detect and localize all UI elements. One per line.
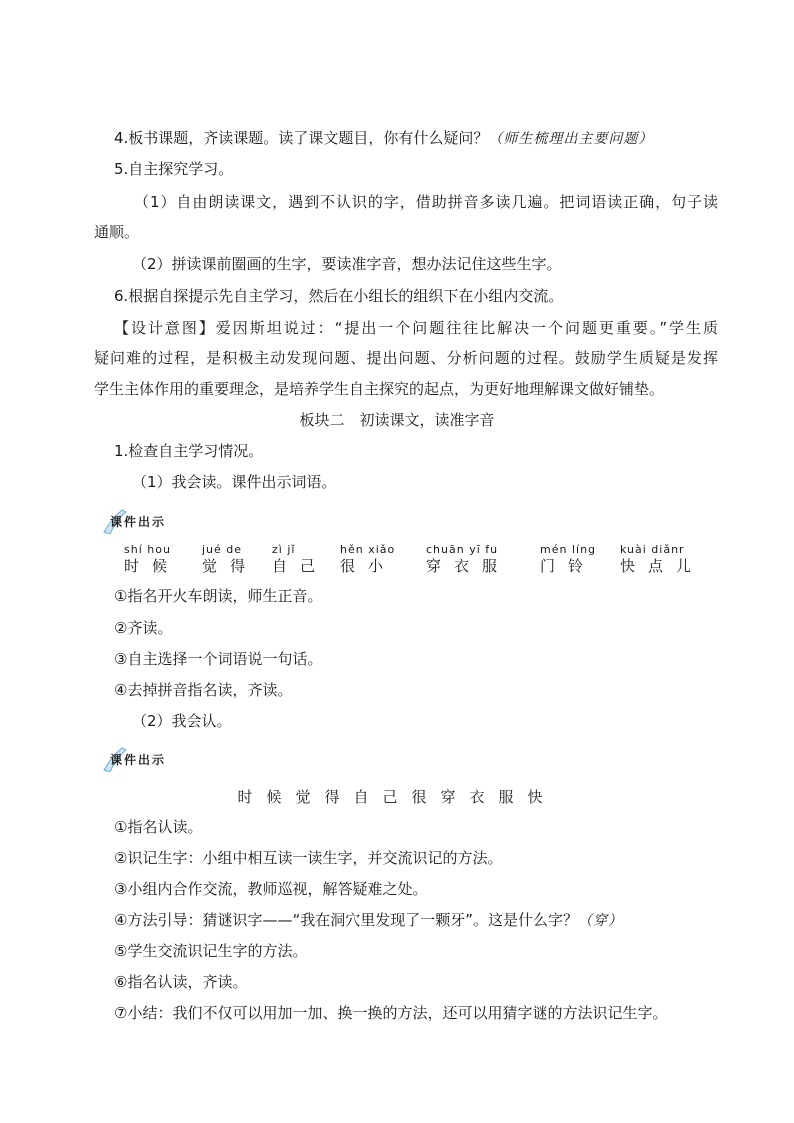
word-2: [202, 543, 258, 575]
word-hanzi: 穿衣服: [426, 557, 511, 575]
word-pinyin: zì jǐ: [272, 543, 296, 556]
step-3: ③自主选择一个词语说一句话。: [114, 650, 323, 668]
word-7: [620, 543, 704, 575]
word-hanzi: 快点儿: [620, 557, 705, 575]
design-intent-line2: 疑问难的过程，是积极主动发现问题、提出问题、分析问题的过程。鼓励学生质疑是发挥: [94, 349, 718, 367]
paragraph-5-1-line1: （1）自由朗读课文，遇到不认识的字，借助拼音多读几遍。把词语读正确，句子读: [134, 193, 718, 211]
paragraph-5-2: （2）拼读课前圈画的生字，要读准字音，想办法记住这些生字。: [132, 255, 562, 273]
pinyin-word-list: [120, 543, 720, 579]
recognize-step-1: ①指名认读。: [114, 818, 203, 836]
paragraph-4: [114, 128, 734, 149]
section-heading: 板块二 初读课文，读准字音: [299, 411, 495, 429]
paragraph-6: 6.根据自探提示先自主学习，然后在小组长的组织下在小组内交流。: [114, 287, 564, 305]
courseware-tag-2: [100, 746, 200, 772]
recognize-step-7: ⑦小结：我们不仅可以用加一加、换一换的方法，还可以用猜字谜的方法识记生字。: [114, 1004, 668, 1022]
recognize-step-4: [114, 910, 734, 931]
courseware-tag-label: 课件出示: [110, 515, 167, 529]
courseware-tag-1: [100, 508, 200, 534]
word-hanzi: 时候: [124, 557, 181, 575]
word-pinyin: jué de: [202, 543, 243, 556]
word-hanzi: 觉得: [202, 557, 259, 575]
recognize-step-2: ②识记生字：小组中相互读一读生字，并交流识记的方法。: [114, 849, 503, 867]
word-pinyin: mén líng: [540, 543, 597, 556]
handwritten-answer: （穿）: [578, 913, 623, 929]
courseware-tag-label: 课件出示: [110, 753, 167, 767]
word-1: [124, 543, 180, 575]
word-4: [340, 543, 396, 575]
word-hanzi: 很小: [340, 557, 397, 575]
paragraph-5-1-line2: 通顺。: [94, 223, 140, 241]
paragraph-recognize: （2）我会认。: [132, 712, 232, 730]
word-hanzi: 门铃: [540, 557, 597, 575]
word-hanzi: 自己: [272, 557, 329, 575]
paragraph-5: 5.自主探究学习。: [114, 160, 234, 178]
step-1: ①指名开火车朗读，师生正音。: [114, 587, 323, 605]
character-list: 时候觉得自己很穿衣服快: [237, 788, 557, 806]
word-pinyin: chuān yī fu: [426, 543, 499, 556]
step-4: ④去掉拼音指名读，齐读。: [114, 681, 293, 699]
word-6: [540, 543, 596, 575]
paragraph-read: （1）我会读。课件出示词语。: [132, 473, 337, 491]
word-3: [272, 543, 328, 575]
step-2: ②齐读。: [114, 619, 173, 637]
word-5: [426, 543, 510, 575]
word-pinyin: kuài diǎnr: [620, 543, 685, 556]
design-intent-line1: 【设计意图】爱因斯坦说过：“提出一个问题往往比解决一个问题更重要。”学生质: [114, 319, 718, 337]
design-intent-line3: 学生主体作用的重要理念，是培养学生自主探究的起点，为更好地理解课文做好铺垫。: [94, 380, 665, 398]
handwritten-note: （师生梳理出主要问题）: [488, 131, 654, 147]
recognize-step-4-text: ④方法引导：猜谜识字——“我在洞穴里发现了一颗牙”。这是什么字？: [114, 911, 578, 929]
word-pinyin: hěn xiǎo: [340, 543, 396, 556]
word-pinyin: shí hou: [124, 543, 171, 556]
paragraph-4-text: 4.板书课题，齐读课题。读了课文题目，你有什么疑问？: [114, 129, 489, 147]
recognize-step-6: ⑥指名认读，齐读。: [114, 973, 248, 991]
recognize-step-5: ⑤学生交流识记生字的方法。: [114, 942, 308, 960]
recognize-step-3: ③小组内合作交流，教师巡视，解答疑难之处。: [114, 880, 428, 898]
paragraph-check: 1.检查自主学习情况。: [114, 442, 264, 460]
